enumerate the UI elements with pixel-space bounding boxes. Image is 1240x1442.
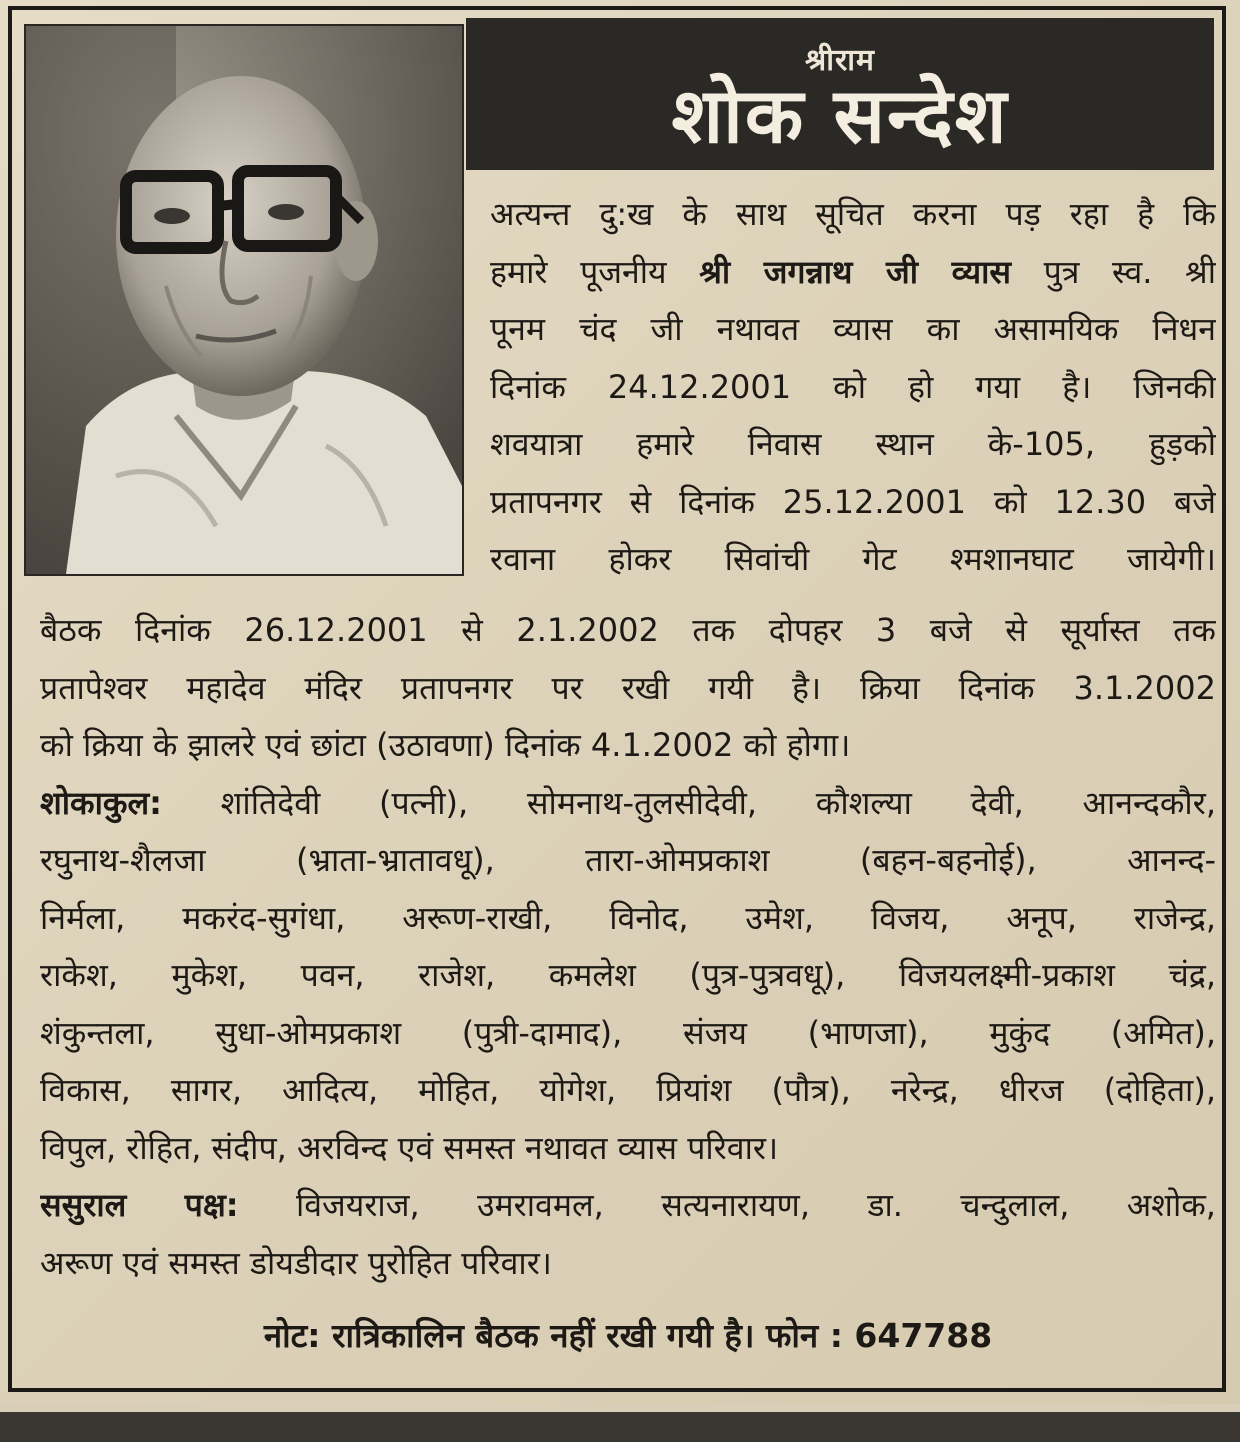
body-line: को क्रिया के झालरे एवं छांटा (उठावणा) दिनांक 4.1.2002 को होगा। — [40, 726, 851, 764]
body-line: राकेश, मुकेश, पवन, राजेश, कमलेश (पुत्र-पुत्रवधू), विजयलक्ष्मी-प्रकाश चंद्र, — [40, 956, 1216, 994]
intro-paragraph — [490, 186, 1216, 589]
body-line: अरूण एवं समस्त डोयडीदार पुरोहित परिवार। — [40, 1243, 552, 1282]
body-line: विपुल, रोहित, संदीप, अरविन्द एवं समस्त नथावत व्यास परिवार। — [40, 1128, 779, 1167]
in-laws-text: विजयराज, उमरावमल, सत्यनारायण, डा. चन्दुलाल, अशोक, — [238, 1186, 1216, 1224]
mourners-label: शोकाकुल: — [40, 783, 162, 822]
intro-line-suffix: पुत्र स्व. श्री — [1011, 252, 1216, 291]
mourners-text: शांतिदेवी (पत्नी), सोमनाथ-तुलसीदेवी, कौशल्या देवी, आनन्दकौर, — [161, 783, 1216, 822]
body-line: शंकुन्तला, सुधा-ओमप्रकाश (पुत्री-दामाद), संजय (भाणजा), मुकुंद (अमित), — [40, 1013, 1216, 1052]
body-line: प्रतापेश्वर महादेव मंदिर प्रतापनगर पर रखी गयी है। क्रिया दिनांक 3.1.2002 — [40, 668, 1216, 707]
intro-line: रवाना होकर सिवांची गेट श्मशानघाट जायेगी। — [490, 540, 1216, 578]
in-laws-line — [40, 1177, 1216, 1235]
body-line: रघुनाथ-शैलजा (भ्राता-भ्रातावधू), तारा-ओमप्रकाश (बहन-बहनोई), आनन्द- — [40, 841, 1216, 879]
body-line: विकास, सागर, आदित्य, मोहित, योगेश, प्रियांश (पौत्र), नरेन्द्र, धीरज (दोहिता), — [40, 1071, 1216, 1109]
intro-line: पूनम चंद जी नथावत व्यास का असामयिक निधन — [490, 310, 1216, 348]
footer-note: नोट: रात्रिकालिन बैठक नहीं रखी गयी है। फोन : 647788 — [263, 1316, 993, 1355]
body-line: निर्मला, मकरंद-सुगंधा, अरूण-राखी, विनोद, उमेश, विजय, अनूप, राजेन्द्र, — [40, 898, 1216, 937]
intro-line: शवयात्रा हमारे निवास स्थान के-105, हुड़को — [490, 425, 1216, 463]
intro-line: दिनांक 24.12.2001 को हो गया है। जिनकी — [490, 367, 1216, 406]
invocation: श्रीराम — [805, 43, 875, 78]
deceased-name: श्री जगन्नाथ जी व्यास — [699, 252, 1012, 291]
notice-title: शोक सन्देश — [671, 71, 1009, 160]
next-clipping-strip — [0, 1404, 1240, 1442]
in-laws-label: ससुराल पक्ष: — [40, 1186, 239, 1224]
intro-line: प्रतापनगर से दिनांक 25.12.2001 को 12.30 बजे — [490, 482, 1216, 521]
intro-line-name — [490, 244, 1216, 302]
intro-line-prefix: हमारे पूजनीय — [490, 252, 700, 291]
body-line: बैठक दिनांक 26.12.2001 से 2.1.2002 तक दोपहर 3 बजे से सूर्यास्त तक — [40, 611, 1216, 649]
intro-line: अत्यन्त दु:ख के साथ सूचित करना पड़ रहा है कि — [490, 195, 1216, 233]
main-paragraph — [40, 602, 1216, 1292]
portrait-photo-icon — [24, 24, 464, 576]
mourners-line — [40, 775, 1216, 833]
